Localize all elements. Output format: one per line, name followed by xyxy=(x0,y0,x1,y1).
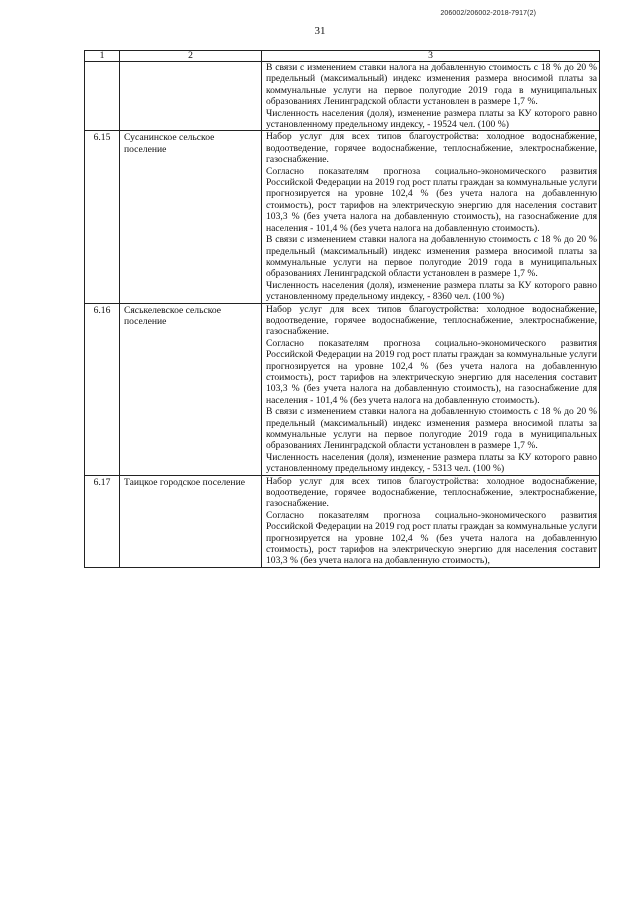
utility-index-table xyxy=(84,50,600,568)
population-paragraph: Численность населения (доля), изменение размера платы за КУ которого равно установленному предельному индексу, - 5313 чел. (100 %) xyxy=(266,451,597,475)
page-number: 31 xyxy=(314,25,326,37)
row-number-cell xyxy=(85,62,120,131)
table-row-continuation xyxy=(85,62,600,131)
table-row-6-15 xyxy=(85,131,600,303)
description-cell xyxy=(262,475,600,567)
services-paragraph: Набор услуг для всех типов благоустройства: холодное водоснабжение, водоотведение, горячее водоснабжение, теплоснабжение, электроснабжение, газоснабжение. xyxy=(266,131,597,166)
vat-index-paragraph: В связи с изменением ставки налога на добавленную стоимость с 18 % до 20 % предельный (максимальный) индекс изменения размера вносимой платы за коммунальные услуги на первое полугодие 2019 года в муниципальных образованиях Ленинградской области установлен в размере 1,7 %. xyxy=(266,234,597,280)
description-cell xyxy=(262,303,600,475)
column-header-3: 3 xyxy=(262,51,600,62)
column-header-2: 2 xyxy=(120,51,262,62)
row-number-cell: 6.15 xyxy=(85,131,120,303)
settlement-name-cell xyxy=(120,62,262,131)
vat-index-paragraph: В связи с изменением ставки налога на добавленную стоимость с 18 % до 20 % предельный (максимальный) индекс изменения размера вносимой платы за коммунальные услуги на первое полугодие 2019 года в муниципальных образованиях Ленинградской области установлен в размере 1,7 %. xyxy=(266,62,597,108)
settlement-name-cell: Сусанинское сельское поселение xyxy=(120,131,262,303)
services-paragraph: Набор услуг для всех типов благоустройства: холодное водоснабжение, водоотведение, горячее водоснабжение, теплоснабжение, электроснабжение, газоснабжение. xyxy=(266,475,597,510)
services-paragraph: Набор услуг для всех типов благоустройства: холодное водоснабжение, водоотведение, горячее водоснабжение, теплоснабжение, электроснабжение, газоснабжение. xyxy=(266,303,597,338)
document-id: 206002/206002-2018-7917(2) xyxy=(440,10,536,17)
vat-index-paragraph: В связи с изменением ставки налога на добавленную стоимость с 18 % до 20 % предельный (максимальный) индекс изменения размера вносимой платы за коммунальные услуги на первое полугодие 2019 года в муниципальных образованиях Ленинградской области установлен в размере 1,7 %. xyxy=(266,406,597,452)
description-cell xyxy=(262,62,600,131)
settlement-name-cell: Таицкое городское поселение xyxy=(120,475,262,567)
population-paragraph: Численность населения (доля), изменение размера платы за КУ которого равно установленному предельному индексу, - 8360 чел. (100 %) xyxy=(266,279,597,303)
forecast-paragraph: Согласно показателям прогноза социально-экономического развития Российской Федерации на 2019 год рост платы граждан за коммунальные услуги прогнозируется на уровне 102,4 % (без учета налога на добавленную стоимость), рост тарифов на электрическую энергию для населения составит 103,3 % (без учета налога на добавленную стоимость), на газоснабжение для населения - 101,4 % (без учета налога на добавленную стоимость). xyxy=(266,337,597,406)
description-cell xyxy=(262,131,600,303)
table-row-6-16 xyxy=(85,303,600,475)
column-header-1: 1 xyxy=(85,51,120,62)
forecast-paragraph: Согласно показателям прогноза социально-экономического развития Российской Федерации на 2019 год рост платы граждан за коммунальные услуги прогнозируется на уровне 102,4 % (без учета налога на добавленную стоимость), рост тарифов на электрическую энергию для населения составит 103,3 % (без учета налога на добавленную стоимость), xyxy=(266,509,597,567)
forecast-paragraph: Согласно показателям прогноза социально-экономического развития Российской Федерации на 2019 год рост платы граждан за коммунальные услуги прогнозируется на уровне 102,4 % (без учета налога на добавленную стоимость), рост тарифов на электрическую энергию для населения составит 103,3 % (без учета налога на добавленную стоимость), на газоснабжение для населения - 101,4 % (без учета налога на добавленную стоимость). xyxy=(266,165,597,234)
row-number-cell: 6.17 xyxy=(85,475,120,567)
row-number-cell: 6.16 xyxy=(85,303,120,475)
table-row-6-17 xyxy=(85,475,600,567)
population-paragraph: Численность населения (доля), изменение размера платы за КУ которого равно установленному предельному индексу, - 19524 чел. (100 %) xyxy=(266,107,597,131)
settlement-name-cell: Сяськелевское сельское поселение xyxy=(120,303,262,475)
table-header-row xyxy=(85,51,600,62)
